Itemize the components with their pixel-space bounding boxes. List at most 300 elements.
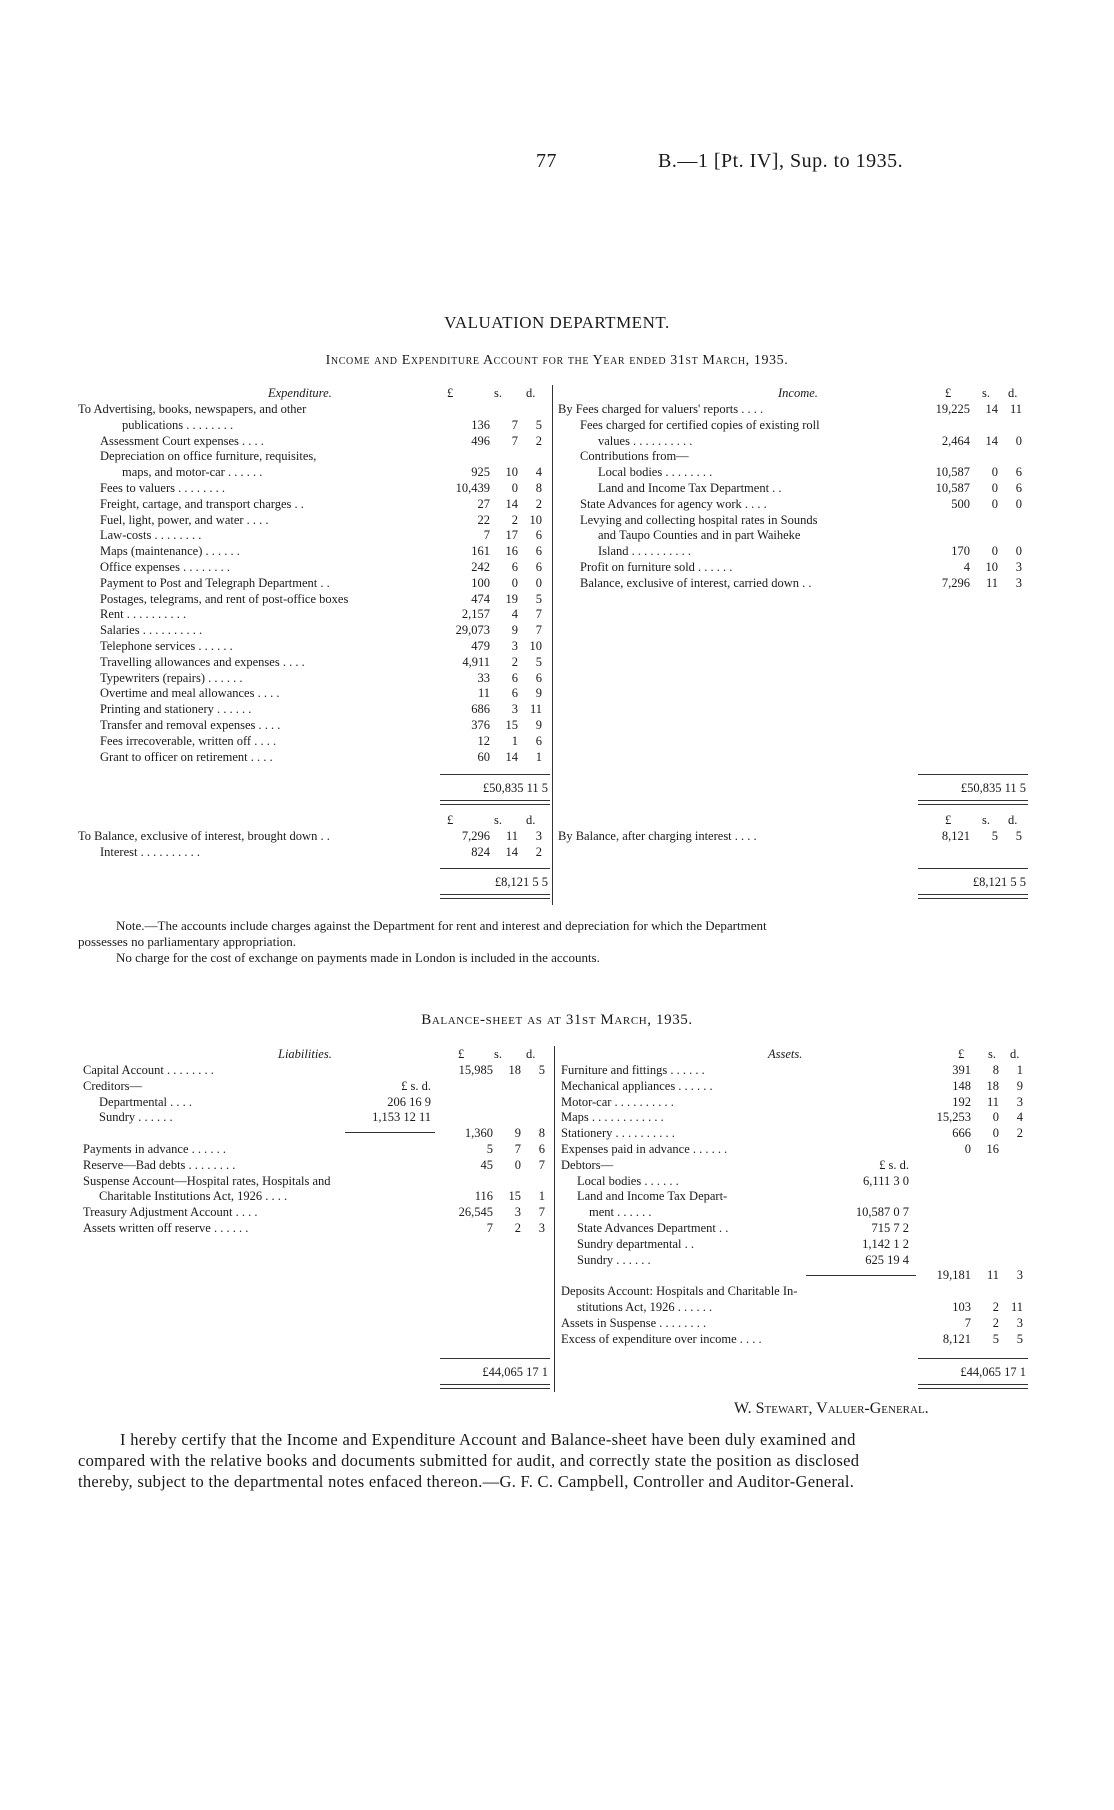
table-row — [78, 527, 548, 543]
row-pence: 1 — [538, 1189, 545, 1204]
row-pence: 5 — [535, 417, 542, 432]
income-heading: Income. — [778, 386, 818, 400]
row-pounds: 33 — [477, 670, 490, 685]
expenditure-heading: Expenditure. — [268, 386, 332, 400]
row-pence: 6 — [1015, 465, 1022, 480]
exp-unit-shillings: s. — [494, 386, 502, 400]
row-pence: 9 — [1016, 1078, 1023, 1093]
row-pence: 6 — [535, 670, 542, 685]
row-pence: 5 — [535, 591, 542, 606]
row-pounds: 376 — [471, 717, 490, 732]
row-subtotal: £ s. d. — [879, 1157, 909, 1172]
row-label: Fuel, light, power, and water . . . . — [100, 512, 269, 527]
income-total: £50,835 11 5 — [960, 781, 1026, 795]
row-label: Maps (maintenance) . . . . . . — [100, 544, 240, 559]
row-pounds: 474 — [471, 591, 490, 606]
row-shillings: 15 — [505, 717, 518, 732]
table-row — [561, 1157, 1029, 1173]
row-pounds: 136 — [471, 417, 490, 432]
row-shillings: 8 — [992, 1063, 999, 1077]
liab-total-double-rule — [440, 1384, 550, 1389]
row-pounds: 7,296 — [461, 829, 490, 843]
row-pounds: 7,296 — [941, 575, 970, 590]
row-label: and Taupo Counties and in part Waiheke — [598, 528, 801, 543]
row-pence: 9 — [535, 686, 542, 701]
row-label: Expenses paid in advance . . . . . . — [561, 1141, 728, 1156]
liabilities-table — [83, 1062, 551, 1236]
inc-unit-pounds: £ — [945, 386, 952, 400]
row-pounds: 824 — [471, 844, 490, 859]
table-row — [78, 685, 548, 701]
table-row — [78, 654, 548, 670]
table-row — [561, 1204, 1029, 1220]
row-pence: 6 — [1015, 480, 1022, 495]
table-row — [78, 844, 548, 860]
row-shillings: 7 — [514, 1141, 521, 1156]
row-pence: 7 — [538, 1205, 545, 1220]
row-subtotal: 625 19 4 — [865, 1252, 909, 1267]
row-shillings: 11 — [985, 575, 998, 590]
table-row — [561, 1141, 1029, 1157]
table-row — [78, 575, 548, 591]
row-label: Transfer and removal expenses . . . . — [100, 717, 281, 732]
bal-inc-unit-pence: d. — [1008, 813, 1018, 827]
table-row — [78, 464, 548, 480]
row-pence: 3 — [538, 1220, 545, 1235]
row-shillings: 6 — [511, 670, 518, 685]
table-row — [78, 433, 548, 449]
row-pounds: 15,253 — [936, 1110, 971, 1125]
income-balance-table — [558, 828, 1028, 844]
row-pence: 2 — [1016, 1126, 1023, 1141]
row-pence: 2 — [535, 433, 542, 448]
table-row — [83, 1078, 551, 1094]
table-row — [78, 543, 548, 559]
account-subtitle: Income and Expenditure Account for the Year ended 31st March, 1935. — [325, 353, 789, 368]
asset-total-rule — [918, 1358, 1028, 1359]
row-pounds: 391 — [952, 1063, 971, 1077]
row-shillings: 5 — [991, 829, 998, 843]
row-pence: 9 — [535, 717, 542, 732]
row-shillings: 7 — [511, 433, 518, 448]
row-shillings: 14 — [985, 433, 998, 448]
row-label: Sundry . . . . . . — [99, 1110, 173, 1125]
row-shillings: 2 — [511, 654, 518, 669]
row-pounds: 22 — [477, 512, 490, 527]
row-pence: 6 — [535, 528, 542, 543]
row-pounds: 100 — [471, 575, 490, 590]
row-shillings: 0 — [992, 1126, 999, 1141]
row-shillings: 11 — [505, 829, 518, 843]
inc-unit-shillings: s. — [982, 386, 990, 400]
row-label: Contributions from— — [580, 449, 689, 464]
row-label: Sundry departmental . . — [577, 1236, 694, 1251]
row-label: By Balance, after charging interest . . . . — [558, 829, 757, 843]
row-pounds: 8,121 — [942, 1331, 971, 1346]
table-row — [558, 559, 1028, 575]
row-pence: 5 — [1015, 829, 1022, 843]
table-row — [561, 1299, 1029, 1315]
table-row — [561, 1267, 1029, 1283]
liab-unit-shillings: s. — [494, 1047, 502, 1061]
row-label: Levying and collecting hospital rates in Sounds — [580, 512, 818, 527]
row-label: To Balance, exclusive of interest, brought down . . — [78, 829, 330, 843]
table-row — [78, 591, 548, 607]
bal-exp-unit-pounds: £ — [447, 813, 454, 827]
row-pence: 5 — [1016, 1331, 1023, 1346]
row-label: Suspense Account—Hospital rates, Hospitals and — [83, 1173, 331, 1188]
assets-heading: Assets. — [768, 1047, 803, 1061]
row-pence: 7 — [535, 623, 542, 638]
row-shillings: 19 — [505, 591, 518, 606]
row-label: Local bodies . . . . . . . . — [598, 465, 713, 480]
row-label: Fees irrecoverable, written off . . . . — [100, 733, 277, 748]
table-row — [78, 480, 548, 496]
bal-inc-unit-shillings: s. — [982, 813, 990, 827]
exp-bal-double-rule — [440, 894, 550, 899]
row-label: By Fees charged for valuers' reports . . . . — [558, 402, 764, 416]
row-pounds: 26,545 — [458, 1205, 493, 1220]
assets-total: £44,065 17 1 — [960, 1365, 1026, 1379]
asset-unit-shillings: s. — [988, 1047, 996, 1061]
row-pounds: 60 — [477, 749, 490, 764]
row-label: Overtime and meal allowances . . . . — [100, 686, 280, 701]
row-label: Typewriters (repairs) . . . . . . — [100, 670, 243, 685]
row-shillings: 11 — [986, 1094, 999, 1109]
table-row — [78, 559, 548, 575]
exp-unit-pounds: £ — [447, 386, 454, 400]
note-line-3: No charge for the cost of exchange on payments made in London is included in the accounts. — [116, 950, 600, 965]
table-row — [561, 1220, 1029, 1236]
document-title: VALUATION DEPARTMENT. — [444, 313, 670, 332]
table-row — [83, 1141, 551, 1157]
row-label: Maps . . . . . . . . . . . . — [561, 1110, 664, 1125]
table-row — [83, 1125, 551, 1141]
creditors-subtotal-rule — [345, 1132, 435, 1133]
table-row — [561, 1188, 1029, 1204]
row-pounds: 7 — [964, 1315, 971, 1330]
note-line-2: possesses no parliamentary appropriation. — [78, 934, 297, 949]
row-label: Assessment Court expenses . . . . — [100, 433, 264, 448]
row-shillings: 4 — [511, 607, 518, 622]
row-pence: 10 — [529, 638, 542, 653]
asset-unit-pounds: £ — [958, 1047, 965, 1061]
table-row — [78, 622, 548, 638]
row-label: Law-costs . . . . . . . . — [100, 528, 202, 543]
table-row — [558, 496, 1028, 512]
row-pounds: 19,225 — [935, 402, 970, 416]
row-shillings: 10 — [505, 465, 518, 480]
row-pence: 5 — [538, 1063, 545, 1077]
row-pounds: 103 — [952, 1299, 971, 1314]
table-row — [558, 464, 1028, 480]
row-pounds: 2,157 — [461, 607, 490, 622]
row-shillings: 0 — [514, 1157, 521, 1172]
table-row — [558, 527, 1028, 543]
row-label: maps, and motor-car . . . . . . — [122, 465, 263, 480]
row-subtotal: 1,153 12 11 — [372, 1110, 431, 1125]
liab-unit-pounds: £ — [458, 1047, 465, 1061]
row-pence: 2 — [535, 496, 542, 511]
row-label: Reserve—Bad debts . . . . . . . . — [83, 1157, 236, 1172]
row-pence: 3 — [1016, 1094, 1023, 1109]
row-shillings: 14 — [505, 844, 518, 859]
row-label: Debtors— — [561, 1157, 614, 1172]
row-label: Grant to officer on retirement . . . . — [100, 749, 273, 764]
inc-total-double-rule — [918, 800, 1028, 805]
row-label: Charitable Institutions Act, 1926 . . . . — [99, 1189, 288, 1204]
row-subtotal: 1,142 1 2 — [862, 1236, 909, 1251]
debtors-subtotal-rule — [806, 1275, 916, 1276]
row-label: Payment to Post and Telegraph Department . . — [100, 575, 330, 590]
liab-total-rule — [440, 1358, 550, 1359]
row-label: Land and Income Tax Depart- — [577, 1189, 728, 1204]
table-row — [83, 1109, 551, 1125]
row-shillings: 0 — [991, 544, 998, 559]
signature: W. Stewart, Valuer-General. — [734, 1400, 929, 1417]
row-label: Island . . . . . . . . . . — [598, 544, 692, 559]
row-shillings: 2 — [992, 1299, 999, 1314]
row-shillings: 0 — [991, 465, 998, 480]
row-pounds: 925 — [471, 465, 490, 480]
inc-unit-pence: d. — [1008, 386, 1018, 400]
row-label: Land and Income Tax Department . . — [598, 480, 782, 495]
row-shillings: 17 — [505, 528, 518, 543]
table-row — [83, 1094, 551, 1110]
row-pounds: 10,587 — [935, 480, 970, 495]
exp-total-rule — [440, 774, 550, 775]
table-row — [83, 1173, 551, 1189]
row-shillings: 11 — [986, 1268, 999, 1283]
table-row — [561, 1109, 1029, 1125]
row-pence: 3 — [1016, 1268, 1023, 1283]
row-shillings: 1 — [511, 733, 518, 748]
row-pounds: 161 — [471, 544, 490, 559]
liabilities-total: £44,065 17 1 — [482, 1365, 548, 1379]
row-pounds: 686 — [471, 702, 490, 717]
table-row — [78, 496, 548, 512]
row-shillings: 9 — [511, 623, 518, 638]
row-pounds: 45 — [480, 1157, 493, 1172]
exp-bal-rule — [440, 868, 550, 869]
bal-exp-unit-pence: d. — [526, 813, 536, 827]
row-pounds: 10,439 — [455, 480, 490, 495]
row-pence: 3 — [535, 829, 542, 843]
row-pence: 11 — [1010, 1299, 1023, 1314]
row-pounds: 116 — [474, 1189, 493, 1204]
row-subtotal: 6,111 3 0 — [863, 1173, 909, 1188]
row-label: Treasury Adjustment Account . . . . — [83, 1205, 258, 1220]
row-subtotal: 10,587 0 7 — [855, 1205, 909, 1220]
row-pence: 1 — [535, 749, 542, 764]
row-shillings: 18 — [986, 1078, 999, 1093]
row-shillings: 9 — [514, 1126, 521, 1141]
row-subtotal: 715 7 2 — [871, 1220, 909, 1235]
table-row — [561, 1236, 1029, 1252]
row-label: stitutions Act, 1926 . . . . . . — [577, 1299, 713, 1314]
row-pence: 8 — [535, 480, 542, 495]
table-row — [561, 1173, 1029, 1189]
row-pence: 3 — [1015, 575, 1022, 590]
row-label: Sundry . . . . . . — [577, 1252, 651, 1267]
row-label: Excess of expenditure over income . . . . — [561, 1331, 762, 1346]
account-divider — [552, 385, 553, 905]
bal-exp-unit-shillings: s. — [494, 813, 502, 827]
table-row — [78, 417, 548, 433]
row-pence: 3 — [1015, 559, 1022, 574]
row-label: Profit on furniture sold . . . . . . — [580, 559, 733, 574]
row-pounds: 7 — [483, 528, 490, 543]
row-pounds: 4 — [963, 559, 970, 574]
inc-total-rule — [918, 774, 1028, 775]
row-pence: 7 — [535, 607, 542, 622]
row-pence: 2 — [535, 844, 542, 859]
row-label: Travelling allowances and expenses . . . . — [100, 654, 305, 669]
row-label: Capital Account . . . . . . . . — [83, 1063, 214, 1077]
row-pounds: 8,121 — [941, 829, 970, 843]
row-shillings: 0 — [511, 575, 518, 590]
row-label: To Advertising, books, newspapers, and other — [78, 402, 307, 416]
row-shillings: 16 — [505, 544, 518, 559]
row-label: Office expenses . . . . . . . . — [100, 559, 230, 574]
table-row — [561, 1252, 1029, 1268]
row-label: Payments in advance . . . . . . — [83, 1141, 227, 1156]
balance-sheet-title: Balance-sheet as at 31st March, 1935. — [421, 1012, 693, 1028]
row-label: Depreciation on office furniture, requisites, — [100, 449, 317, 464]
row-pence: 6 — [535, 733, 542, 748]
row-shillings: 10 — [985, 559, 998, 574]
row-label: Deposits Account: Hospitals and Charitable In- — [561, 1284, 798, 1299]
liabilities-heading: Liabilities. — [278, 1047, 332, 1061]
row-subtotal: 206 16 9 — [387, 1094, 431, 1109]
table-row — [558, 448, 1028, 464]
page-reference: B.—1 [Pt. IV], Sup. to 1935. — [658, 150, 904, 172]
row-label: Postages, telegrams, and rent of post-office boxes — [100, 591, 349, 606]
row-label: Assets in Suspense . . . . . . . . — [561, 1315, 707, 1330]
row-shillings: 2 — [992, 1315, 999, 1330]
row-label: values . . . . . . . . . . — [598, 433, 693, 448]
income-table — [558, 401, 1028, 591]
table-row — [78, 512, 548, 528]
table-row — [83, 1157, 551, 1173]
row-label: Assets written off reserve . . . . . . — [83, 1220, 249, 1235]
row-shillings: 6 — [511, 686, 518, 701]
row-shillings: 14 — [505, 749, 518, 764]
assets-table — [561, 1062, 1029, 1346]
row-shillings: 3 — [511, 638, 518, 653]
table-row — [83, 1220, 551, 1236]
table-row — [78, 733, 548, 749]
row-shillings: 2 — [514, 1220, 521, 1235]
row-label: State Advances for agency work . . . . — [580, 496, 767, 511]
table-row — [558, 512, 1028, 528]
page-number: 77 — [536, 150, 557, 172]
asset-total-double-rule — [918, 1384, 1028, 1389]
row-pence: 4 — [1016, 1110, 1023, 1125]
table-row — [78, 717, 548, 733]
row-pounds: 7 — [486, 1220, 493, 1235]
row-shillings: 16 — [986, 1141, 999, 1156]
row-label: Furniture and fittings . . . . . . — [561, 1063, 705, 1077]
row-label: Motor-car . . . . . . . . . . — [561, 1094, 674, 1109]
row-label: Fees charged for certified copies of existing roll — [580, 417, 820, 432]
certificate-line-2: compared with the relative books and documents submitted for audit, and correctly state the position as disclosed — [78, 1451, 860, 1470]
table-row — [78, 670, 548, 686]
table-row — [558, 401, 1028, 417]
row-pence: 5 — [535, 654, 542, 669]
exp-unit-pence: d. — [526, 386, 536, 400]
table-row — [78, 828, 548, 844]
row-pounds: 192 — [952, 1094, 971, 1109]
row-pence: 0 — [1015, 544, 1022, 559]
row-shillings: 14 — [985, 402, 998, 416]
table-row — [558, 543, 1028, 559]
row-label: publications . . . . . . . . — [122, 417, 234, 432]
row-pounds: 148 — [952, 1078, 971, 1093]
row-label: Stationery . . . . . . . . . . — [561, 1126, 675, 1141]
table-row — [78, 638, 548, 654]
row-pounds: 1,360 — [464, 1126, 493, 1141]
row-pence: 0 — [1015, 433, 1022, 448]
balance-sheet-divider — [554, 1046, 555, 1392]
expenditure-total: £50,835 11 5 — [482, 781, 548, 795]
row-pounds: 27 — [477, 496, 490, 511]
table-row — [78, 606, 548, 622]
row-pounds: 666 — [952, 1126, 971, 1141]
row-label: Departmental . . . . — [99, 1094, 193, 1109]
row-pounds: 170 — [951, 544, 970, 559]
table-row — [558, 433, 1028, 449]
row-shillings: 0 — [991, 496, 998, 511]
row-pounds: 2,464 — [941, 433, 970, 448]
row-pence: 4 — [535, 465, 542, 480]
row-pounds: 4,911 — [462, 654, 490, 669]
table-row — [78, 749, 548, 765]
certificate-line-1: I hereby certify that the Income and Expenditure Account and Balance-sheet have been duly examined and — [120, 1430, 856, 1449]
row-pence: 6 — [535, 559, 542, 574]
row-shillings: 2 — [511, 512, 518, 527]
row-pence: 7 — [538, 1157, 545, 1172]
row-pence: 6 — [538, 1141, 545, 1156]
table-row — [561, 1283, 1029, 1299]
row-label: Creditors— — [83, 1078, 143, 1093]
row-pence: 1 — [1016, 1063, 1023, 1077]
row-subtotal: £ s. d. — [401, 1078, 431, 1093]
row-label: Printing and stationery . . . . . . — [100, 702, 252, 717]
row-label: State Advances Department . . — [577, 1220, 729, 1235]
exp-total-double-rule — [440, 800, 550, 805]
row-pounds: 19,181 — [936, 1268, 971, 1283]
table-row — [78, 448, 548, 464]
table-row — [83, 1204, 551, 1220]
table-row — [561, 1125, 1029, 1141]
table-row — [558, 480, 1028, 496]
inc-bal-double-rule — [918, 894, 1028, 899]
row-shillings: 0 — [991, 480, 998, 495]
table-row — [561, 1315, 1029, 1331]
row-pence: 6 — [535, 544, 542, 559]
row-pounds: 29,073 — [455, 623, 490, 638]
row-label: Local bodies . . . . . . — [577, 1173, 679, 1188]
row-shillings: 5 — [992, 1331, 999, 1346]
table-row — [558, 828, 1028, 844]
row-label: Freight, cartage, and transport charges . . — [100, 496, 304, 511]
row-pounds: 242 — [471, 559, 490, 574]
row-shillings: 6 — [511, 559, 518, 574]
row-label: Rent . . . . . . . . . . — [100, 607, 187, 622]
row-shillings: 0 — [511, 480, 518, 495]
row-pounds: 10,587 — [935, 465, 970, 480]
